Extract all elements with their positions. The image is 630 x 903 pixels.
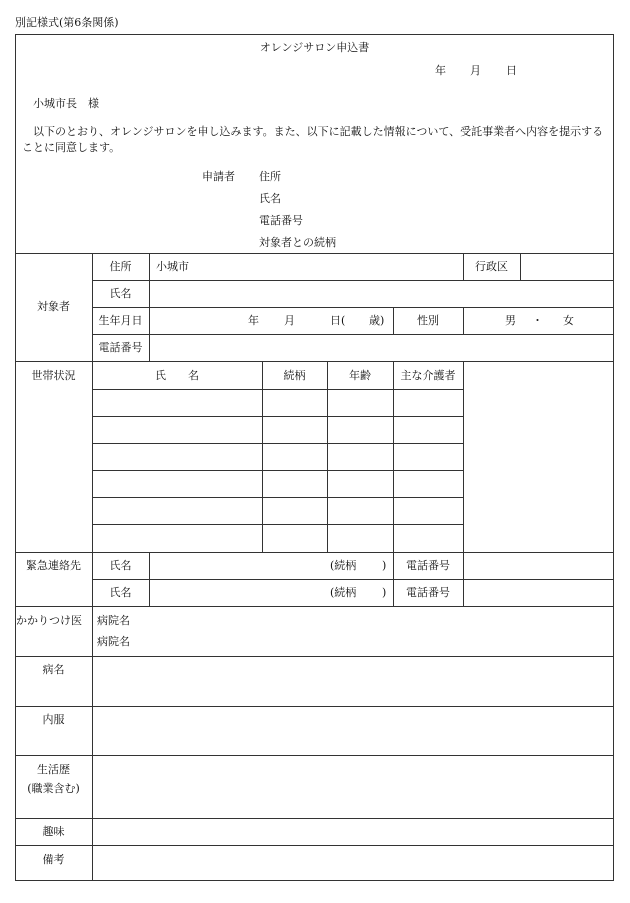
emergency-relation-close-2: ) xyxy=(382,586,387,599)
rule-household-bottom xyxy=(15,552,614,553)
subject-address-input[interactable]: 小城市 xyxy=(156,260,189,273)
emergency-phone-label-1: 電話番号 xyxy=(406,559,450,572)
rule-household-5 xyxy=(92,497,464,498)
rule-subject-2 xyxy=(92,307,614,308)
remarks-input[interactable] xyxy=(93,846,613,880)
rule-household-4 xyxy=(92,470,464,471)
applicant-phone-field[interactable]: 電話番号 xyxy=(259,214,303,227)
rule-emergency-mid xyxy=(92,579,614,580)
district-label: 行政区 xyxy=(475,260,508,273)
emergency-relation-label-2: (続柄 xyxy=(330,586,357,599)
household-col-caregiver: 主な介護者 xyxy=(400,369,456,382)
dob-month-label[interactable]: 月 xyxy=(284,314,295,327)
gender-separator: ・ xyxy=(532,314,543,327)
emergency-section-label: 緊急連絡先 xyxy=(26,559,81,572)
life-history-input[interactable] xyxy=(93,756,613,817)
hobby-label: 趣味 xyxy=(42,825,65,838)
dob-label: 生年月日 xyxy=(98,314,143,327)
emergency-relation-close-1: ) xyxy=(382,559,387,572)
rule-household-col1 xyxy=(262,361,263,552)
rule-emergency-bottom xyxy=(15,606,614,607)
rule-household-col2 xyxy=(327,361,328,552)
subject-phone-input[interactable] xyxy=(150,335,613,361)
doctor-section-label: かかりつけ医 xyxy=(16,614,82,627)
emergency-phone-label-2: 電話番号 xyxy=(406,586,450,599)
rule-subject-bottom xyxy=(15,361,614,362)
emergency-relation-label-1: (続柄 xyxy=(330,559,357,572)
rule-household-1 xyxy=(92,389,464,390)
gender-male-option[interactable]: 男 xyxy=(505,314,516,327)
medication-label: 内服 xyxy=(42,713,65,726)
rule-emergency-phone-right xyxy=(463,552,464,606)
intro-text: 以下のとおり、オレンジサロンを申し込みます。また、以下に記載した情報について、受託事業者へ内容を提示することに同意します。 xyxy=(22,125,604,154)
rule-household-3 xyxy=(92,443,464,444)
dob-year-label[interactable]: 年 xyxy=(248,314,259,327)
medication-input[interactable] xyxy=(93,707,613,754)
applicant-label: 申請者 xyxy=(202,170,235,183)
subject-name-input[interactable] xyxy=(150,281,613,307)
dob-day-label[interactable]: 日( xyxy=(330,314,346,327)
subject-section-label: 対象者 xyxy=(37,300,70,313)
life-history-sublabel: (職業含む) xyxy=(27,782,80,795)
emergency-name-label-1: 氏名 xyxy=(109,559,132,572)
household-col-relation: 続柄 xyxy=(283,369,306,382)
subject-name-label: 氏名 xyxy=(109,287,132,300)
rule-household-6 xyxy=(92,524,464,525)
emergency-name-label-2: 氏名 xyxy=(109,586,132,599)
subject-address-label: 住所 xyxy=(109,260,132,273)
addressee: 小城市長 様 xyxy=(33,97,99,110)
hobby-input[interactable] xyxy=(93,819,613,844)
applicant-name-field[interactable]: 氏名 xyxy=(259,192,281,205)
rule-emergency-name-col xyxy=(149,552,150,606)
remarks-label: 備考 xyxy=(42,853,65,866)
household-col-name: 氏 名 xyxy=(155,369,199,382)
household-section-label: 世帯状況 xyxy=(31,369,76,382)
disease-input[interactable] xyxy=(93,657,613,705)
date-day-label[interactable]: 日 xyxy=(506,64,517,77)
household-col-age: 年齢 xyxy=(349,369,371,382)
rule-household-col4 xyxy=(463,361,464,552)
subject-phone-label: 電話番号 xyxy=(98,341,143,354)
life-history-label: 生活歴 xyxy=(37,763,70,776)
date-year-label[interactable]: 年 xyxy=(435,64,446,77)
rule-household-col3 xyxy=(393,361,394,552)
district-input[interactable] xyxy=(521,254,613,280)
gender-label: 性別 xyxy=(417,314,439,327)
form-number-label: 別記様式(第6条関係) xyxy=(15,16,119,29)
hospital-name-label-1[interactable]: 病院名 xyxy=(97,614,130,627)
applicant-address-field[interactable]: 住所 xyxy=(259,170,281,183)
age-label[interactable]: 歳) xyxy=(369,314,385,327)
rule-gender-right xyxy=(463,307,464,334)
applicant-relation-field[interactable]: 対象者との続柄 xyxy=(259,236,336,249)
date-month-label[interactable]: 月 xyxy=(470,64,481,77)
gender-female-option[interactable]: 女 xyxy=(563,314,574,327)
hospital-name-label-2[interactable]: 病院名 xyxy=(97,635,130,648)
form-title: オレンジサロン申込書 xyxy=(259,41,370,54)
rule-household-2 xyxy=(92,416,464,417)
disease-label: 病名 xyxy=(42,663,65,676)
